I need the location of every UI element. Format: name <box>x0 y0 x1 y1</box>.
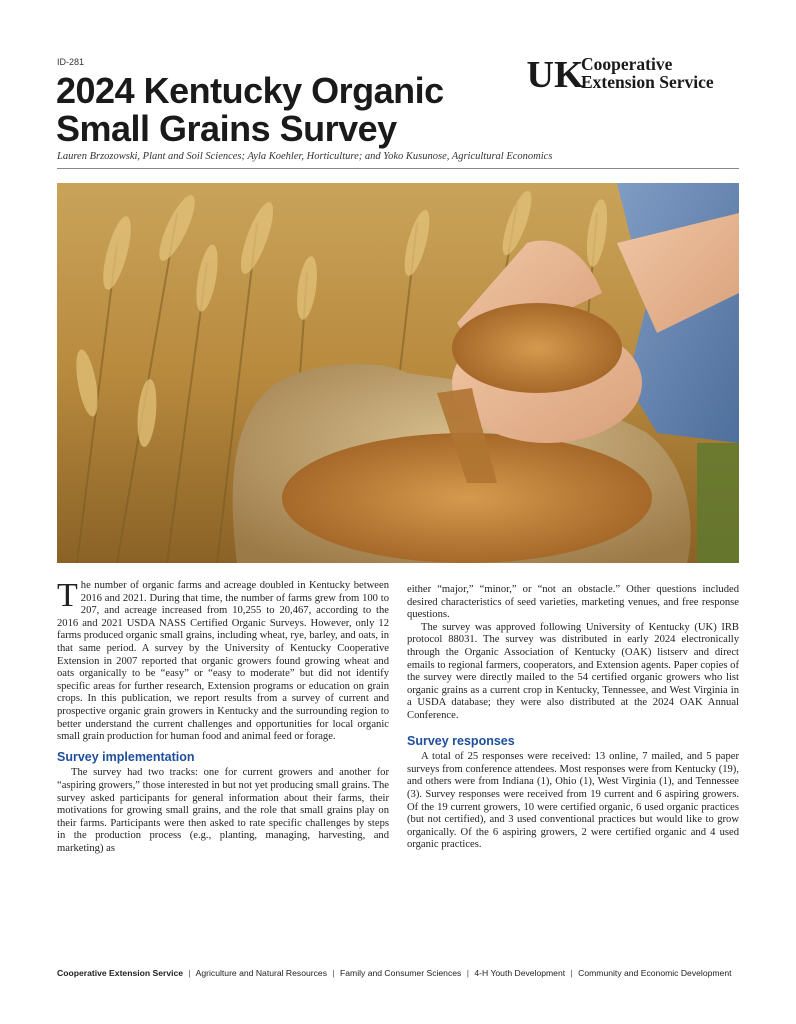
footer-separator: | <box>466 968 469 978</box>
document-title: 2024 Kentucky Organic Small Grains Survey <box>56 70 444 149</box>
page-footer <box>57 968 747 978</box>
implementation-paragraph-1: The survey had two tracks: one for current growers and another for “aspiring growers,” those interested in but not yet producing small grains. The survey asked participants for general information about their farms, their motivations for growing small grains, and the role that small grains play on their farms. Participants were then asked to rate specific challenges by steps in the production process (e.g., planting, managing, harvesting, and marketing) as <box>57 767 389 854</box>
intro-paragraph <box>57 577 389 744</box>
logo-wordmark <box>581 55 714 91</box>
footer-brand: Cooperative Extension Service <box>57 968 184 978</box>
heading-survey-responses: Survey responses <box>407 733 515 748</box>
publication-id: ID-281 <box>57 57 85 67</box>
right-column <box>407 584 739 852</box>
footer-item: Community and Economic Development <box>578 968 732 978</box>
footer-separator: | <box>188 968 191 978</box>
svg-text:UK: UK <box>526 54 584 96</box>
uk-logo-icon <box>526 54 584 96</box>
cooperative-extension-logo <box>526 54 743 96</box>
logo-line-1: Cooperative <box>581 54 673 74</box>
footer-separator: | <box>332 968 335 978</box>
implementation-paragraph-1-continued: either “major,” “minor,” or “not an obstacle.” Other questions included desired characteristics of seed varieties, marketing venues, and free response questions. <box>407 584 739 621</box>
footer-item: Family and Consumer Sciences <box>340 968 462 978</box>
footer-separator: | <box>570 968 573 978</box>
footer-item: 4-H Youth Development <box>474 968 566 978</box>
footer-item: Agriculture and Natural Resources <box>195 968 327 978</box>
implementation-paragraph-2: The survey was approved following University of Kentucky (UK) IRB protocol 88031. The survey was distributed in early 2024 electronically through the Organic Association of Kentucky (OAK) listserv and direct emails to regional farmers, cooperators, and Extension agents. Paper copies of the survey were directly mailed to the 54 certified organic growers who list organic grains as a current crop in Kentucky, Tennessee, and West Virginia in a USDA database; they were also distributed at the 2024 OAK Annual Conference. <box>407 621 739 721</box>
author-line: Lauren Brzozowski, Plant and Soil Sciences; Ayla Koehler, Horticulture; and Yoko Kusunose, Agricultural Economics <box>57 151 553 162</box>
responses-paragraph-1: A total of 25 responses were received: 13 online, 7 mailed, and 5 paper surveys from conference attendees. Most responses were from Kentucky (19), and others were from Indiana (1), Ohio (1), West Virginia (1), and Tennessee (3). Survey responses were received from 19 current and 6 aspiring growers. Of the 19 current growers, 10 were certified organic, 6 used organic practices (but not certified), and 3 used conventional practices but would like to grow organically. Of the 6 aspiring growers, 2 were certified organic and 4 used organic practices. <box>407 751 739 851</box>
drop-cap: T <box>57 577 78 614</box>
left-column <box>57 577 389 855</box>
heading-survey-implementation: Survey implementation <box>57 749 195 764</box>
hero-photo-grain-in-hands <box>57 183 739 563</box>
title-divider <box>57 168 739 169</box>
intro-text: he number of organic farms and acreage doubled in Kentucky between 2016 and 2021. During that time, the number of farms grew from 100 to 207, and acreage increased from 10,255 to 20,467, according to the 2016 and 2021 USDA NASS Certified Organic Surveys. However, only 12 farms produced organic small grains, including wheat, rye, barley, and oats, in that same period. A survey by the University of Kentucky Cooperative Extension in 2007 reported that organic growers found growing wheat and oats organically to be “easy” or “easy to moderate” but did not identify specific areas for further research, Extension programs or education on grain crops. In this publication, we report results from a survey of current and prospective organic grain growers in Kentucky and the surrounding region to better understand the current challenges and opportunities for local organic small grain production for human food and animal feed or forage. <box>57 580 389 743</box>
logo-line-2: Extension Service <box>581 72 714 92</box>
